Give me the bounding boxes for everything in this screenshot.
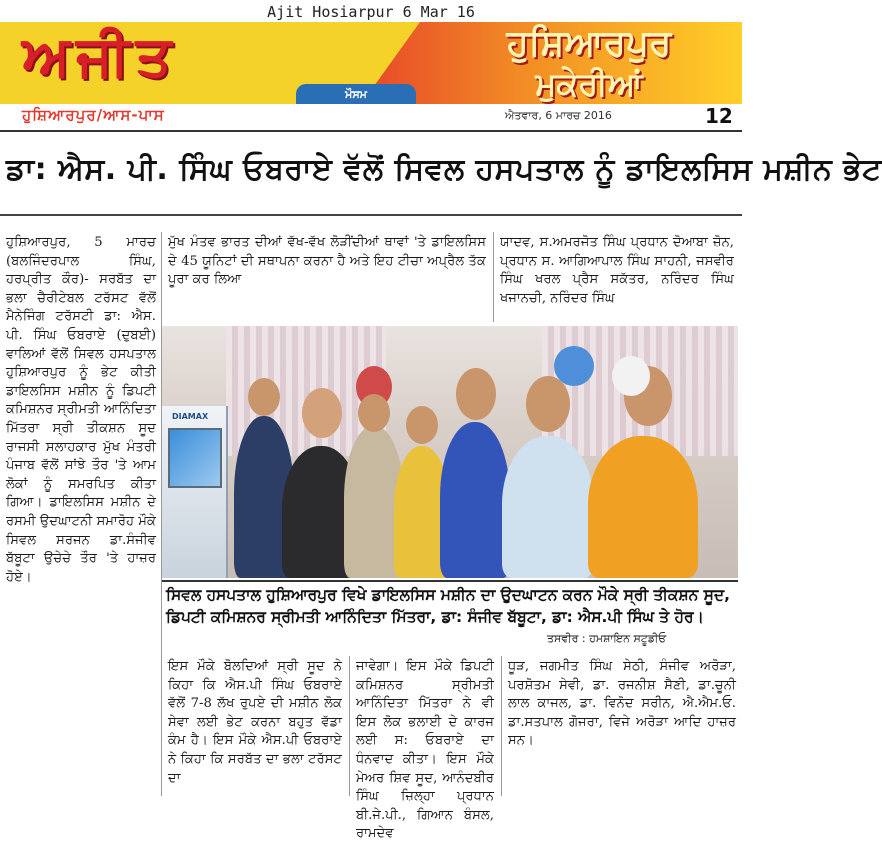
article-paragraph-5: ਜਾਵੇਗਾ। ਇਸ ਮੌਕੇ ਡਿਪਟੀ ਕਮਿਸ਼ਨਰ ਸ੍ਰੀਮਤੀ ਆਨਿੰਦਿਤਾ ਮਿੱਤਰਾ ਨੇ ਵੀ ਇਸ ਲੋਕ ਭਲਾਈ ਦੇ ਕਾਰਜ ਲਈ ਸ: ਓਬਰਾਏ ਦਾ ਧੰਨਵਾਦ ਕੀਤਾ। ਇਸ ਮੌਕੇ ਮੇਅਰ ਸ਼ਿਵ ਸੂਦ, ਆਨੰਦਬੀਰ ਸਿੰਘ ਜ਼ਿਲ੍ਹਾ ਪ੍ਰਧਾਨ ਬੀ.ਜੇ.ਪੀ., ਗਿਆਨ ਬੰਸਲ, ਰਾਮਦੇਵ <box>356 659 494 842</box>
article-column-1 <box>6 234 156 794</box>
page-number: 12 <box>705 104 733 128</box>
newspaper-logo: ਅਜੀਤ <box>22 24 178 89</box>
column-divider <box>493 232 494 322</box>
person-head <box>248 378 280 416</box>
dialysis-machine <box>162 406 228 578</box>
person-head <box>358 394 390 432</box>
headline-rule <box>0 214 742 216</box>
machine-brand-label: DIAMAX <box>172 412 209 421</box>
person-head <box>456 368 496 420</box>
clipping-source-caption: Ajit Hosiarpur 6 Mar 16 <box>267 3 475 21</box>
column-divider <box>349 656 350 796</box>
section-bar <box>0 104 742 132</box>
edition-line-2: ਮੁਕੇਰੀਆਂ <box>535 65 643 103</box>
article-paragraph-1: ਹੁਸ਼ਿਆਰਪੁਰ, 5 ਮਾਰਚ (ਬਲਜਿੰਦਰਪਾਲ ਸਿੰਘ, ਹਰਪ੍ਰੀਤ ਕੌਰ)- ਸਰਬੱਤ ਦਾ ਭਲਾ ਚੈਰੀਟੇਬਲ ਟਰੱਸਟ ਵੱਲੋਂ ਮੈਨੇਜਿੰਗ ਟਰੱਸਟੀ ਡਾ: ਐਸ. ਪੀ. ਸਿੰਘ ਓਬਰਾਏ (ਦੁਬਈ) ਵਾਲਿਆਂ ਵੱਲੋਂ ਸਿਵਲ ਹਸਪਤਾਲ ਹੁਸ਼ਿਆਰਪੁਰ ਨੂੰ ਭੇਟ ਕੀਤੀ ਡਾਇਲਸਿਸ ਮਸ਼ੀਨ ਨੂੰ ਡਿਪਟੀ ਕਮਿਸ਼ਨਰ ਸ੍ਰੀਮਤੀ ਆਨਿੰਦਿਤਾ ਮਿੱਤਰਾ ਸ੍ਰੀ ਤੀਕਸ਼ਨ ਸੂਦ ਰਾਜਸੀ ਸਲਾਹਕਾਰ ਮੁੱਖ ਮੰਤਰੀ ਪੰਜਾਬ ਵੱਲੋਂ ਸਾਂਝੇ ਤੌਰ 'ਤੇ ਆਮ ਲੋਕਾਂ ਨੂੰ ਸਮਰਪਿਤ ਕੀਤਾ ਗਿਆ। ਡਾਇਲਸਿਸ ਮਸ਼ੀਨ ਦੇ ਰਸਮੀ ਉਦਘਾਟਨੀ ਸਮਾਰੋਹ ਮੌਕੇ ਸਿਵਲ ਸਰਜਨ ਡਾ.ਸੰਜੀਵ ਬੱਬੂਟਾ ਉਚੇਚੇ ਤੌਰ 'ਤੇ ਹਾਜ਼ਰ ਹੋਏ। <box>6 235 156 585</box>
article-column-2 <box>168 234 486 320</box>
article-column-6 <box>508 658 736 796</box>
person-head <box>302 388 342 438</box>
person-figure <box>502 436 594 578</box>
photo-caption: ਸਿਵਲ ਹਸਪਤਾਲ ਹੁਸ਼ਿਆਰਪੁਰ ਵਿਖੇ ਡਾਇਲਸਿਸ ਮਸ਼ੀਨ ਦਾ ਉਦਘਾਟਨ ਕਰਨ ਮੌਕੇ ਸ੍ਰੀ ਤੀਕਸ਼ਨ ਸੂਦ, ਡਿਪਟੀ ਕਮਿਸ਼ਨਰ ਸ੍ਰੀਮਤੀ ਆਨਿੰਦਿਤਾ ਮਿੱਤਰਾ, ਡਾ: ਸੰਜੀਵ ਬੱਬੂਟਾ, ਡਾ: ਐਸ.ਪੀ ਸਿੰਘ ਤੇ ਹੋਰ। <box>166 586 730 626</box>
person-figure <box>588 436 698 578</box>
article-paragraph-4: ਇਸ ਮੌਕੇ ਬੋਲਦਿਆਂ ਸ੍ਰੀ ਸੂਦ ਨੇ ਕਿਹਾ ਕਿ ਐਸ.ਪੀ ਸਿੰਘ ਓਬਰਾਏ ਵੱਲੋਂ 7-8 ਲੱਖ ਰੁਪਏ ਦੀ ਮਸ਼ੀਨ ਲੋਕ ਸੇਵਾ ਲਈ ਭੇਟ ਕਰਨਾ ਬਹੁਤ ਵੱਡਾ ਕੰਮ ਹੈ। ਇਸ ਮੌਕੇ ਐਸ.ਪੀ ਓਬਰਾਏ ਨੇ ਕਿਹਾ ਕਿ ਸਰਬੱਤ ਦਾ ਭਲਾ ਟਰੱਸਟ ਦਾ <box>168 659 342 786</box>
article-headline: ਡਾ: ਐਸ. ਪੀ. ਸਿੰਘ ਓਬਰਾਏ ਵੱਲੋਂ ਸਿਵਲ ਹਸਪਤਾਲ ਨੂੰ ਡਾਇਲਸਿਸ ਮਸ਼ੀਨ ਭੇਟ <box>6 152 882 187</box>
news-photo <box>162 326 738 578</box>
person-turban <box>554 346 594 386</box>
person-head <box>526 376 570 432</box>
person-figure <box>440 422 510 578</box>
issue-date: ਐਤਵਾਰ, 6 ਮਾਰਚ 2016 <box>505 109 612 122</box>
article-column-3 <box>500 234 734 320</box>
article-column-4 <box>168 658 342 796</box>
article-paragraph-2: ਮੁੱਖ ਮੰਤਵ ਭਾਰਤ ਦੀਆਂ ਵੱਖ-ਵੱਖ ਲੋੜੀਂਦੀਆਂ ਥਾਵਾਂ 'ਤੇ ਡਾਇਲਸਿਸ ਦੇ 45 ਯੂਨਿਟਾਂ ਦੀ ਸਥਾਪਨਾ ਕਰਨਾ ਹੈ ਅਤੇ ਇਹ ਟੀਚਾ ਅਪ੍ਰੈਲ ਤੱਕ ਪੂਰਾ ਕਰ ਲਿਆ <box>168 235 486 288</box>
masthead <box>0 22 742 104</box>
section-title: ਹੁਸ਼ਿਆਰਪੁਰ/ਆਸ-ਪਾਸ <box>22 106 165 124</box>
person-turban <box>612 356 650 396</box>
article-paragraph-3: ਯਾਦਵ, ਸ.ਅਮਰਜੋਤ ਸਿੰਘ ਪ੍ਰਧਾਨ ਦੋਆਬਾ ਜ਼ੋਨ, ਪ੍ਰਧਾਨ ਸ. ਆਗਿਆਪਾਲ ਸਿੰਘ ਸਾਹਨੀ, ਜਸਵੀਰ ਸਿੰਘ ਖਰਲ ਪ੍ਰੈਸ ਸਕੱਤਰ, ਨਰਿੰਦਰ ਸਿੰਘ ਖਜਾਨਚੀ, ਨਰਿੰਦਰ ਸਿੰਘ <box>500 235 734 306</box>
article-paragraph-6: ਧੂੜ, ਜਗਮੀਤ ਸਿੰਘ ਸੇਠੀ, ਸੰਜੀਵ ਅਰੋੜਾ, ਪਰਸ਼ੋਤਮ ਸੇਵੀ, ਡਾ. ਰਜਨੀਸ਼ ਸੈਣੀ, ਡਾ.ਚੂਨੀ ਲਾਲ ਕਾਜਲ, ਡਾ. ਵਿਨੋਦ ਸਰੀਨ, ਐ.ਐਮ.ਓ. ਡਾ.ਸਤਪਾਲ ਗੋਜਰਾ, ਵਿਜੇ ਅਰੋੜਾ ਆਦਿ ਹਾਜ਼ਰ ਸਨ। <box>508 659 736 749</box>
photo-caption-box <box>162 580 738 654</box>
edition-title <box>436 22 742 102</box>
article-column-5 <box>356 658 494 842</box>
machine-screen <box>168 428 222 488</box>
person-head <box>406 406 438 444</box>
photo-credit: ਤਸਵੀਰ : ਹਮਸ਼ਾਇਨ ਸਟੂਡੀਓ <box>547 632 667 645</box>
column-divider <box>501 656 502 796</box>
edition-line-1: ਹੁਸ਼ਿਆਰਪੁਰ <box>506 23 672 64</box>
weather-badge: ਮੌਸਮ <box>296 84 416 104</box>
